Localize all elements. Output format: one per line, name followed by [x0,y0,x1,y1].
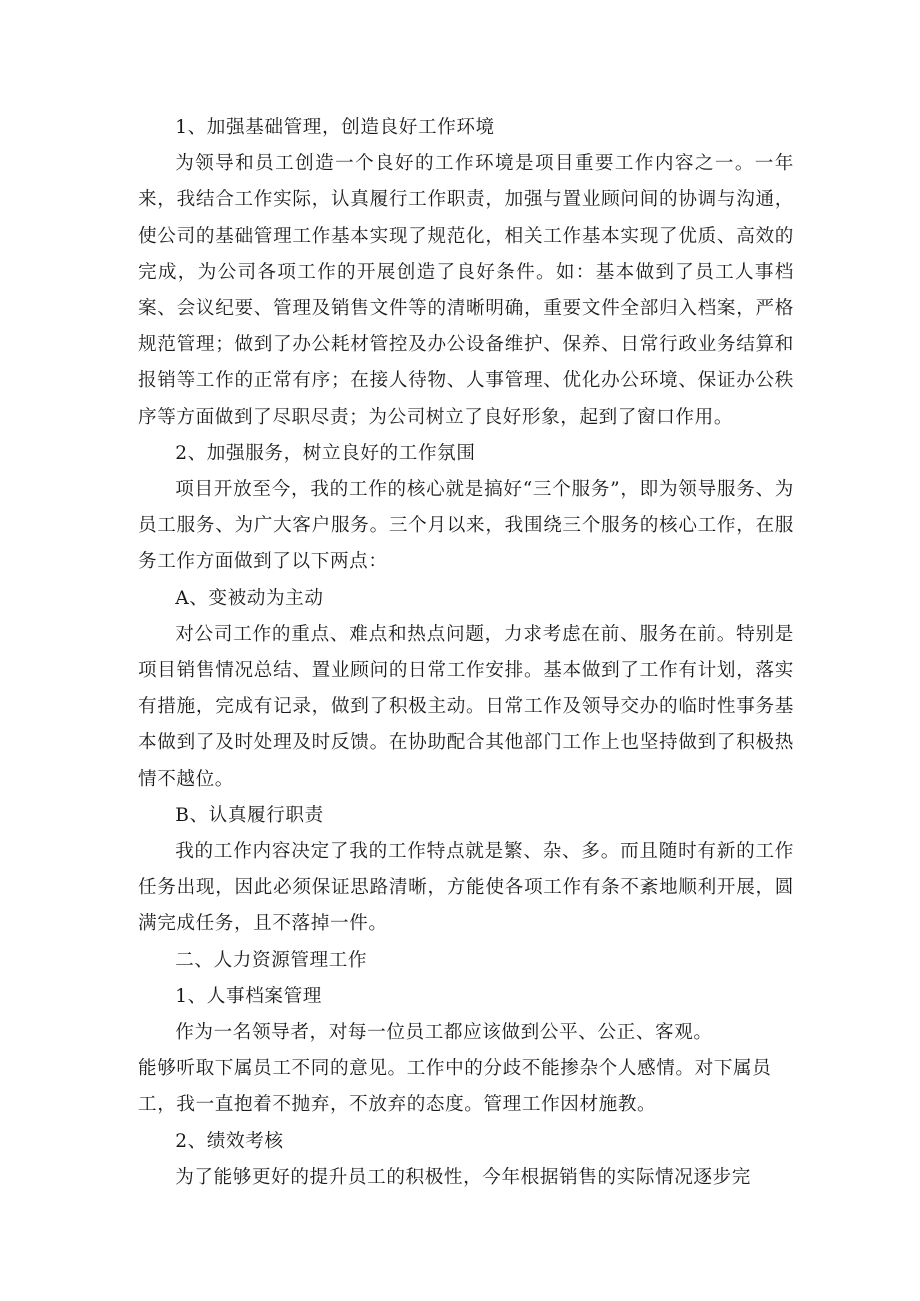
section-heading: 2、加强服务，树立良好的工作氛围 [175,442,476,464]
paragraph: 项目开放至今，我的工作的核心就是搞好“三个服务”，即为领导服务、为员工服务、为广大客户服务。三个月以来，我围绕三个服务的核心工作，在服务工作方面做到了以下两点： [138,479,794,573]
document-body [138,110,794,1196]
paragraph-continuation: 能够听取下属员工不同的意见。工作中的分歧不能掺杂个人感情。对下属员工，我一直抱着不抛弃，不放弃的态度。管理工作因材施教。 [138,1058,772,1116]
subsection-heading: B、认真履行职责 [175,804,324,826]
chapter-heading: 二、人力资源管理工作 [175,949,368,971]
paragraph: 为领导和员工创造一个良好的工作环境是项目重要工作内容之一。一年来，我结合工作实际，认真履行工作职责，加强与置业顾问间的协调与沟通，使公司的基础管理工作基本实现了规范化，相关工作基本实现了优质、高效的完成，为公司各项工作的开展创造了良好条件。如：基本做到了员工人事档案、会议纪要、管理及销售文件等的清晰明确，重要文件全部归入档案，严格规范管理；做到了办公耗材管控及办公设备维护、保养、日常行政业务结算和报销等工作的正常有序；在接人待物、人事管理、优化办公环境、保证办公秩序等方面做到了尽职尽责；为公司树立了良好形象，起到了窗口作用。 [138,153,794,428]
paragraph: 我的工作内容决定了我的工作特点就是繁、杂、多。而且随时有新的工作任务出现，因此必须保证思路清晰，方能使各项工作有条不紊地顺利开展，圆满完成任务，且不落掉一件。 [138,841,794,935]
paragraph: 对公司工作的重点、难点和热点问题，力求考虑在前、服务在前。特别是项目销售情况总结、置业顾问的日常工作安排。基本做到了工作有计划，落实有措施，完成有记录，做到了积极主动。日常工作及领导交办的临时性事务基本做到了及时处理及时反馈。在协助配合其他部门工作上也坚持做到了积极热情不越位。 [138,623,794,790]
paragraph: 为了能够更好的提升员工的积极性，今年根据销售的实际情况逐步完 [175,1166,752,1188]
paragraph: 作为一名领导者，对每一位员工都应该做到公平、公正、客观。 [175,1022,713,1044]
section-heading: 1、人事档案管理 [175,985,322,1007]
subsection-heading: A、变被动为主动 [175,587,324,609]
section-heading: 1、加强基础管理，创造良好工作环境 [175,117,495,138]
section-heading: 2、绩效考核 [175,1130,284,1152]
